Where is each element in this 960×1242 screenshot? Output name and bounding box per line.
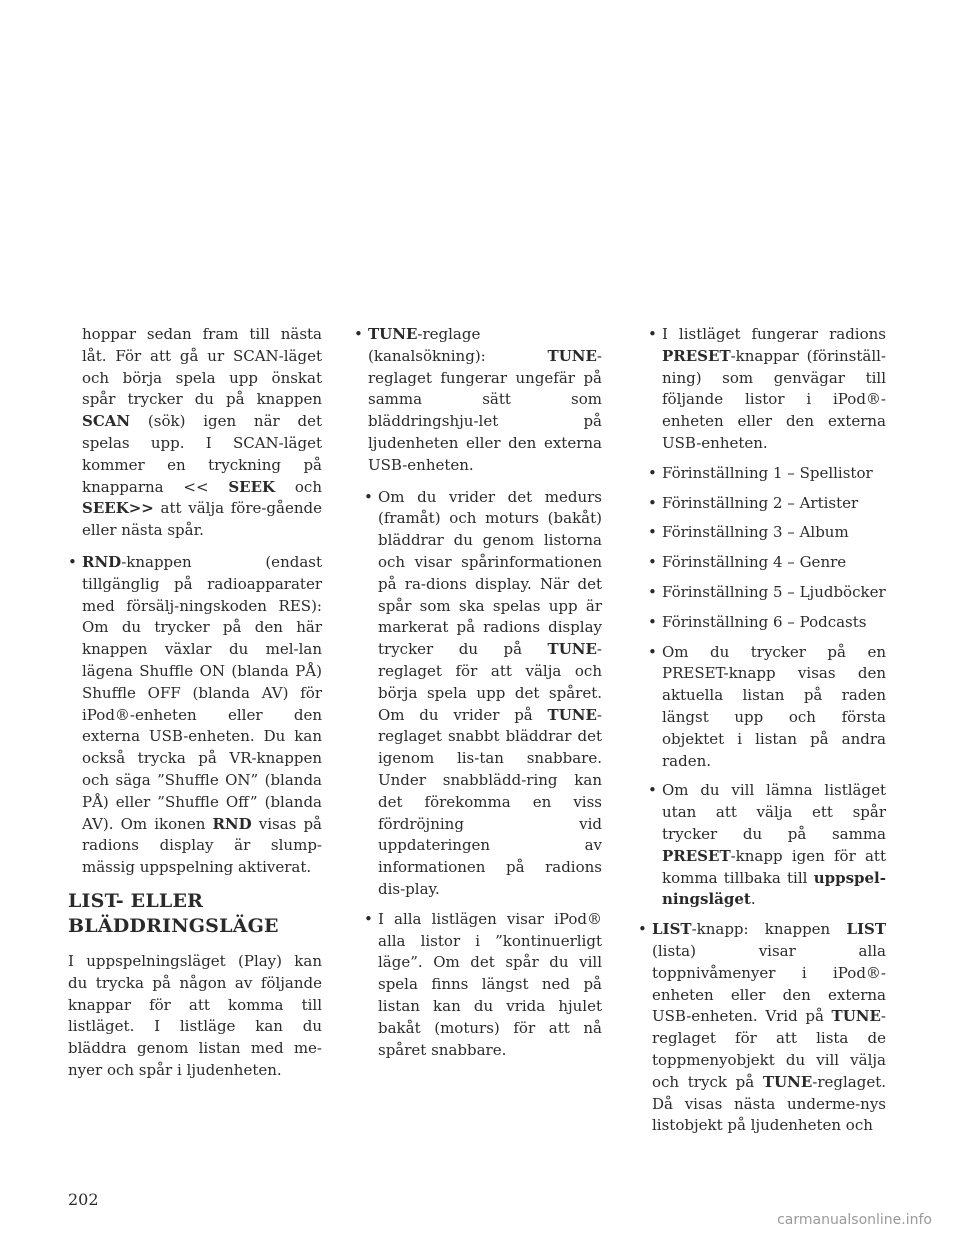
preset-press-bullet: • Om du trycker på en PRESET-knapp visas den aktuella listan på raden längst upp och första objektet i listan på andra raden. bbox=[638, 642, 886, 773]
preset-item: • Förinställning 5 – Ljudböcker bbox=[638, 582, 886, 604]
tune-bullet: • TUNE-reglage (kanalsökning): TUNE-reglaget fungerar ungefär på samma sätt som bläddringshju-let på ljudenheten eller den externa USB-enheten. bbox=[354, 324, 602, 477]
preset-item: • Förinställning 1 – Spellistor bbox=[638, 463, 886, 485]
list-mode-intro: I uppspelningsläget (Play) kan du trycka på någon av följande knappar för att komma till listläget. I listläge kan du bläddra genom listan med me-nyer och spår i ljudenheten. bbox=[68, 951, 322, 1079]
preset-item: • Förinställning 6 – Podcasts bbox=[638, 612, 886, 634]
leave-list-mode-bullet: • Om du vill lämna listläget utan att välja ett spår trycker du på samma PRESET-knapp igen för att komma tillbaka till uppspel-ningsläget. bbox=[638, 780, 886, 911]
preset-shortcuts-bullet: • I listläget fungerar radions PRESET-knappar (förinställ-ning) som genvägar till följande listor i iPod®-enheten eller den externa USB-enheten. bbox=[638, 324, 886, 455]
preset-item: • Förinställning 4 – Genre bbox=[638, 552, 886, 574]
rnd-bullet: • RND-knappen (endast tillgänglig på radioapparater med försälj-ningskoden RES): Om du trycker på den här knappen växlar du mel-lan lägena Shuffle ON (blanda PÅ) Shuffle OFF (blanda AV) för iPod®-enheten eller den externa USB-enheten. Du kan också trycka på VR-knappen och säga ”Shuffle ON” (blanda PÅ) eller ”Shuffle Off” (blanda AV). Om ikonen RND visas på radions display är slump-mässig uppspelning aktiverat. bbox=[68, 552, 322, 879]
section-heading: LIST- ELLER BLÄDDRINGSLÄGE bbox=[68, 889, 279, 937]
page-number: 202 bbox=[68, 1190, 99, 1209]
preset-item: • Förinställning 3 – Album bbox=[638, 522, 886, 544]
column-3 bbox=[638, 324, 886, 1147]
column-1 bbox=[68, 324, 322, 1092]
column-2 bbox=[354, 324, 602, 1069]
scan-continuation-paragraph: hoppar sedan fram till nästa låt. För att gå ur SCAN-läget och börja spela upp önskat spår trycker du på knappen SCAN (sök) igen när det spelas upp. I SCAN-läget kommer en tryckning på knapparna << SEEK och SEEK>> att välja före-gående eller nästa spår. bbox=[82, 325, 322, 540]
preset-item: • Förinställning 2 – Artister bbox=[638, 493, 886, 515]
tune-sub-bullet-continuous: • I alla listlägen visar iPod® alla listor i ”kontinuerligt läge”. Om det spår du vill spela finns längst ned på listan kan du vrida hjulet bakåt (moturs) för att nå spåret snabbare. bbox=[354, 909, 602, 1062]
watermark: carmanualsonline.info bbox=[777, 1212, 932, 1228]
list-button-bullet: • LIST-knapp: knappen LIST (lista) visar alla toppnivåmenyer i iPod®-enheten eller den externa USB-enheten. Vrid på TUNE-reglaget för att lista de toppmenyobjekt du vill välja och tryck på TUNE-reglaget. Då visas nästa underme-nys listobjekt på ljudenheten och bbox=[638, 919, 886, 1137]
tune-sub-bullet-rotate: • Om du vrider det medurs (framåt) och moturs (bakåt) bläddrar du genom listorna och visar spårinformationen på ra-dions display. När det spår som ska spelas upp är markerat på radions display trycker du på TUNE-reglaget för att välja och börja spela upp det spåret. Om du vrider på TUNE-reglaget snabbt bläddrar det igenom lis-tan snabbare. Under snabblädd-ring kan det förekomma en viss fördröjning vid uppdateringen av informationen på radions dis-play. bbox=[354, 487, 602, 901]
